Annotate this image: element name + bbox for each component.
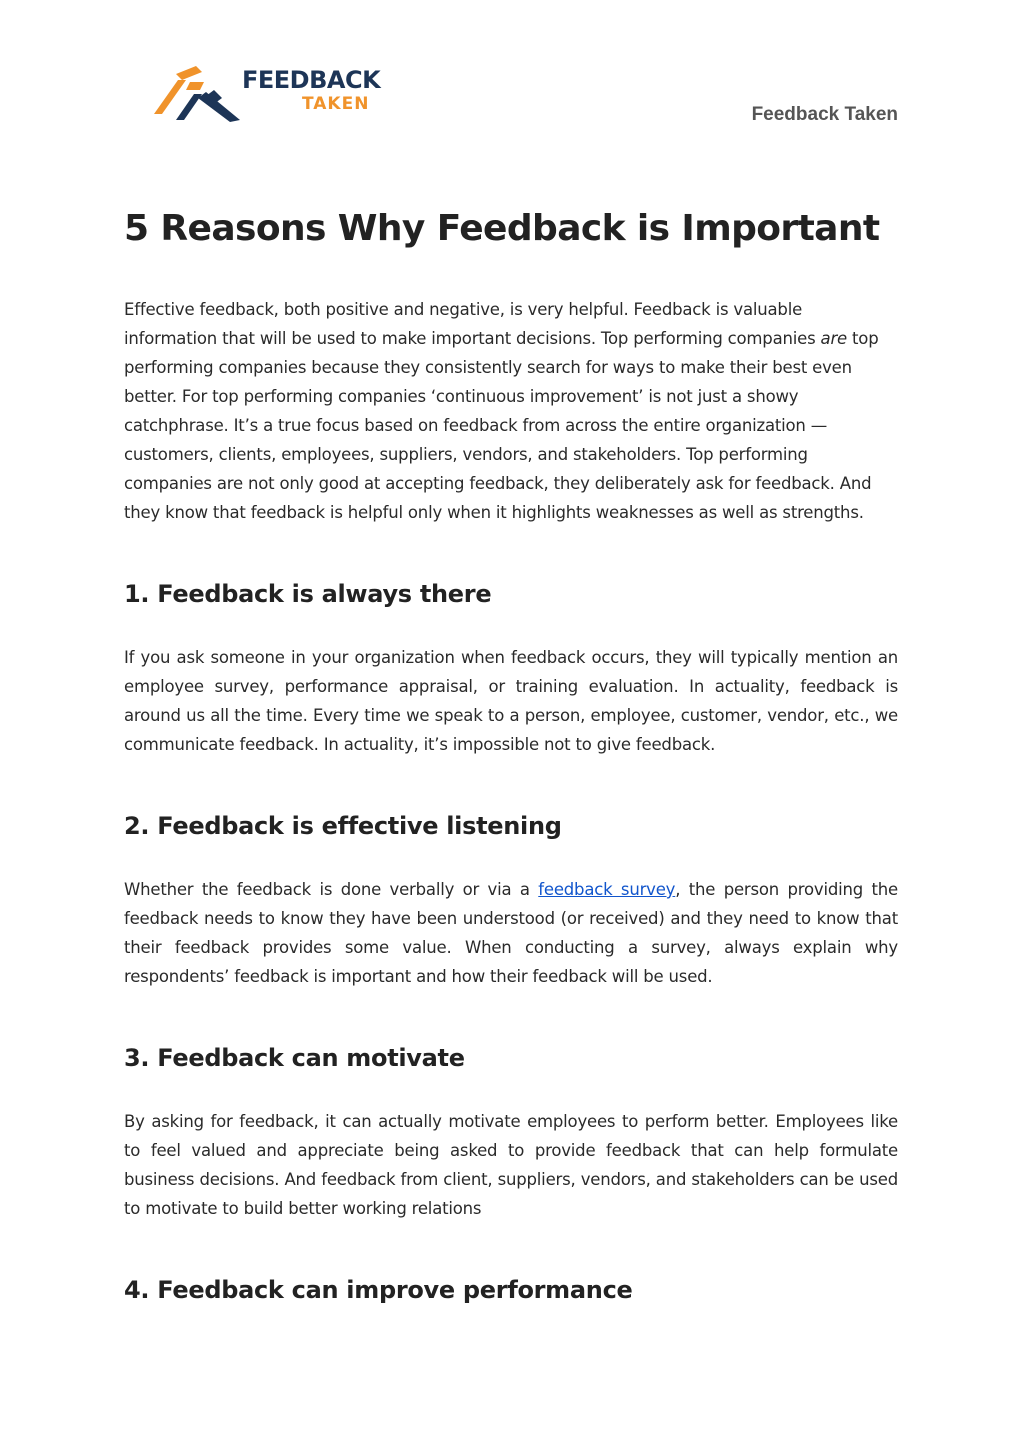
feedback-survey-link[interactable]: feedback survey bbox=[538, 880, 676, 899]
page-title: 5 Reasons Why Feedback is Important bbox=[124, 208, 880, 249]
section-body-3: By asking for feedback, it can actually motivate employees to perform better. Employees like to feel valued and appreciate being asked to provide feedback that can help formulate business decisions. And feedback from client, suppliers, vendors, and stakeholders can be used to motivate to build better working relations bbox=[124, 1112, 898, 1218]
intro-text-2: top performing companies because they consistently search for ways to make their best even better. For top performing companies ‘continuous improvement’ is not just a showy catchphrase. It’s a true focus based on feedback from across the entire organization — customers, clients, employees, suppliers, vendors, and stakeholders. Top performing companies are not only good at accepting feedback, they deliberately ask for feedback. And they know that feedback is helpful only when it highlights weaknesses as well as strengths. bbox=[124, 329, 879, 522]
logo-mark-icon bbox=[150, 62, 240, 126]
section-body-2-after: , the person providing the feedback needs to know they have been understood (or received) and they need to know that their feedback provides some value. When conducting a survey, always explain why respondents’ feedback is important and how their feedback will be used. bbox=[124, 880, 898, 986]
intro-emphasis: are bbox=[820, 329, 847, 348]
article-content bbox=[124, 200, 898, 1310]
logo-word-feedback: FEEDBACK bbox=[242, 66, 381, 94]
intro-text-1: Effective feedback, both positive and negative, is very helpful. Feedback is valuable information that will be used to make important decisions. Top performing companies bbox=[124, 300, 821, 348]
section-body-2 bbox=[124, 875, 898, 991]
section-heading-1: 1. Feedback is always there bbox=[124, 580, 492, 608]
intro-paragraph bbox=[124, 295, 898, 527]
section-heading-3: 3. Feedback can motivate bbox=[124, 1044, 465, 1072]
section-body-1: If you ask someone in your organization when feedback occurs, they will typically mention an employee survey, performance appraisal, or training evaluation. In actuality, feedback is around us all the time. Every time we speak to a person, employee, customer, vendor, etc., we communicate feedback. In actuality, it’s impossible not to give feedback. bbox=[124, 648, 898, 754]
site-name: Feedback Taken bbox=[751, 104, 898, 125]
section-heading-4: 4. Feedback can improve performance bbox=[124, 1276, 633, 1304]
section-body-2-before: Whether the feedback is done verbally or via a bbox=[124, 880, 539, 899]
logo-word-taken: TAKEN bbox=[302, 94, 370, 114]
section-heading-2: 2. Feedback is effective listening bbox=[124, 812, 562, 840]
feedback-taken-logo[interactable] bbox=[150, 62, 390, 126]
